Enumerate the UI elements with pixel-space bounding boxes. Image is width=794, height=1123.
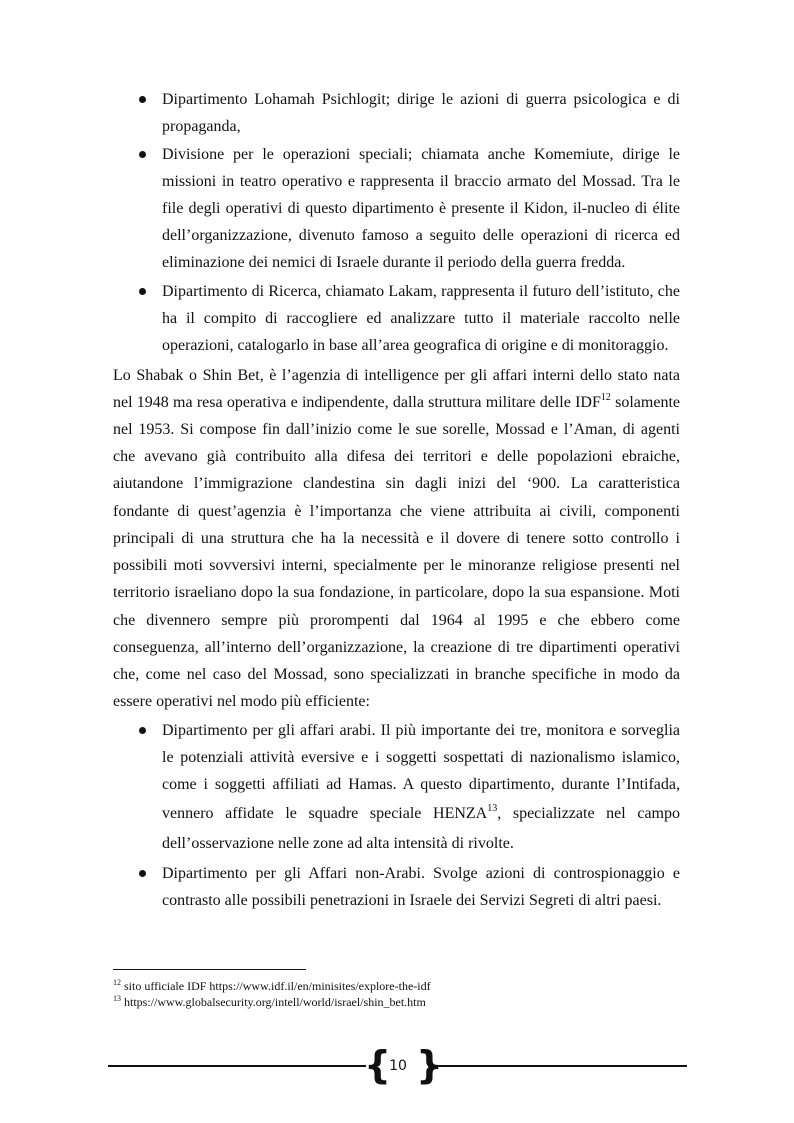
bullet-text: vennero affidate le squadre speciale HENZA bbox=[162, 805, 488, 822]
bullet-1-line-1: Dipartimento Lohamah Psichlogit; dirige le azioni di guerra psicologica e di bbox=[162, 91, 680, 108]
paragraph-line: Lo Shabak o Shin Bet, è l’agenzia di intelligence per gli affari interni dello stato nata bbox=[113, 367, 680, 384]
paragraph-line: nel 1953. Si compose fin dall’inizio come le sue sorelle, Mossad e l’Aman, di agenti bbox=[113, 421, 680, 438]
bullet-dot bbox=[139, 288, 146, 295]
paragraph-line: fondante di quest’agenzia è l’importanza che viene attribuita ai civili, componenti bbox=[113, 503, 680, 520]
paragraph-line: aiutandone l’immigrazione clandestina sin dagli inizi del ‘900. La caratteristica bbox=[113, 475, 680, 492]
bullet-3-line-1: Dipartimento di Ricerca, chiamato Lakam, rappresenta il futuro dell’istituto, che bbox=[162, 283, 680, 300]
bullet-2-line-3: file degli operativi di questo dipartimento è presente il Kidon, il-nucleo di élite bbox=[162, 200, 680, 217]
footnote-13 bbox=[113, 995, 426, 1009]
bullet-4-line-5: dell’osservazione nelle zone ad alta intensità di rivolte. bbox=[162, 835, 514, 852]
bullet-5-line-2: contrasto alle possibili penetrazioni in Israele dei Servizi Segreti di altri paesi. bbox=[162, 892, 662, 909]
bullet-dot bbox=[139, 151, 146, 158]
bullet-text: , specializzate nel campo bbox=[497, 805, 680, 822]
paragraph-line: principali di una struttura che ha la necessità e il dovere di tenere sotto controllo i bbox=[113, 530, 680, 547]
footnote-number: 13 bbox=[113, 994, 121, 1003]
paragraph-text: solamente bbox=[610, 394, 680, 411]
bullet-dot bbox=[139, 96, 146, 103]
paragraph-line: che divennero sempre più prorompenti dal 1964 al 1995 e che ebbero come bbox=[113, 612, 680, 629]
bullet-dot bbox=[139, 870, 146, 877]
paragraph-line: essere operativi nel modo più efficiente: bbox=[113, 693, 370, 710]
footer-rule-left bbox=[108, 1065, 366, 1067]
bullet-dot bbox=[139, 727, 146, 734]
bullet-4-line-4 bbox=[162, 804, 680, 824]
bullet-2-line-5: eliminazione dei nemici di Israele durante il periodo della guerra fredda. bbox=[162, 254, 626, 271]
bullet-5-line-1: Dipartimento per gli Affari non-Arabi. Svolge azioni di controspionaggio e bbox=[162, 865, 680, 882]
bullet-2-line-2: missioni in teatro operativo e rappresenta il braccio armato del Mossad. Tra le bbox=[162, 173, 680, 190]
bullet-4-line-2: le potenziali attività eversive e i soggetti sospettati di nazionalismo islamico, bbox=[162, 749, 680, 766]
bullet-1-line-2: propaganda, bbox=[162, 118, 241, 135]
paragraph-text: nel 1948 ma resa operativa e indipendente, dalla struttura militare delle IDF bbox=[113, 394, 601, 411]
paragraph-line: conseguenza, all’interno dell’organizzazione, la creazione di tre dipartimenti operativi bbox=[113, 639, 680, 656]
bullet-2-line-4: dell’organizzazione, divenuto famoso a seguito delle operazioni di ricerca ed bbox=[162, 227, 680, 244]
footer-brace-left: { bbox=[364, 1043, 392, 1087]
paragraph-line: possibili moti sovversivi interni, specialmente per le minoranze religiose presenti nel bbox=[113, 557, 680, 574]
bullet-4-line-1: Dipartimento per gli affari arabi. Il più importante dei tre, monitora e sorveglia bbox=[162, 722, 680, 739]
footnote-text[interactable]: https://www.globalsecurity.org/intell/world/israel/shin_bet.htm bbox=[121, 995, 426, 1009]
bullet-3-line-3: operazioni, catalogarlo in base all’area geografica di origine e di monitoraggio. bbox=[162, 337, 669, 354]
paragraph-line: che avevano già contribuito alla difesa dei territori e delle popolazioni ebraiche, bbox=[113, 448, 680, 465]
paragraph-line: che, come nel caso del Mossad, sono specializzati in branche specifiche in modo da bbox=[113, 666, 680, 683]
footnote-ref-13[interactable]: 13 bbox=[487, 803, 498, 814]
footer-brace-right: } bbox=[416, 1043, 444, 1087]
paragraph-line: territorio israeliano dopo la sua fondazione, in particolare, dopo la sua espansione. Moti bbox=[113, 584, 680, 601]
footnote-separator bbox=[113, 969, 306, 970]
footnote-12 bbox=[113, 979, 431, 993]
bullet-4-line-3: come i soggetti affiliati ad Hamas. A questo dipartimento, durante l’Intifada, bbox=[162, 776, 680, 793]
footnote-number: 12 bbox=[113, 978, 121, 987]
footnote-text[interactable]: sito ufficiale IDF https://www.idf.il/en/minisites/explore-the-idf bbox=[121, 979, 431, 993]
bullet-2-line-1: Divisione per le operazioni speciali; chiamata anche Komemiute, dirige le bbox=[162, 146, 680, 163]
bullet-3-line-2: ha il compito di raccogliere ed analizzare tutto il materiale raccolto nelle bbox=[162, 310, 680, 327]
paragraph-line bbox=[113, 393, 680, 413]
footer-rule-right bbox=[428, 1065, 687, 1067]
page-number: 10 bbox=[389, 1058, 407, 1074]
footnote-ref-12[interactable]: 12 bbox=[600, 392, 611, 403]
